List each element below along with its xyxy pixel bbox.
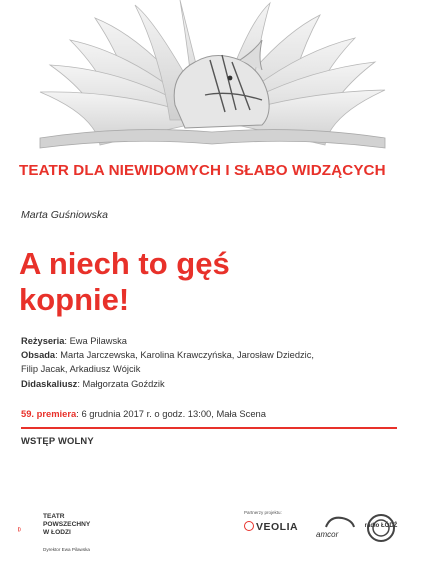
credit-direction: [21, 334, 411, 348]
veolia-logo-icon: [244, 521, 254, 531]
premiere-number: 59. premiera: [21, 408, 77, 419]
partner-radio-lodz: [364, 513, 398, 548]
credit-cast-cont: Filip Jacak, Arkadiusz Wójcik: [21, 364, 141, 375]
direction-label: Reżyseria: [21, 336, 65, 346]
theatre-logo-line-1: TEATR: [43, 513, 65, 520]
narrator-value: : Małgorzata Goździk: [77, 378, 165, 389]
narrator-label: Didaskaliusz: [21, 378, 78, 389]
divider: [21, 427, 397, 429]
partners-label: Partnerzy projektu:: [244, 510, 282, 515]
radio-lodz-name: radio ŁÓDŹ: [364, 523, 398, 529]
series-title: TEATR DLA NIEWIDOMYCH I SŁABO WIDZĄCYCH: [19, 162, 386, 179]
direction-value: : Ewa Pilawska: [64, 336, 127, 346]
theatre-logo-line-3: W ŁODZI: [43, 529, 71, 536]
play-title-line-2: kopnie!: [19, 282, 130, 317]
theatre-logo-text: [43, 513, 90, 537]
author-name: Marta Guśniowska: [21, 209, 108, 221]
admission-note: WSTĘP WOLNY: [21, 435, 94, 446]
theatre-director: Dyrektor Ewa Pilawska: [43, 547, 90, 552]
veolia-name: VEOLIA: [256, 521, 299, 533]
amcor-logo-icon: [322, 515, 358, 529]
cast-value-1: : Marta Jarczewska, Karolina Krawczyńska, Jarosław Dziedzic,: [55, 350, 314, 361]
credit-cast: [21, 348, 411, 362]
amcor-name: amcor: [316, 530, 339, 539]
premiere-info: [21, 408, 266, 419]
cast-label: Obsada: [21, 350, 56, 361]
partner-amcor: [316, 515, 358, 539]
book-horse-illustration: [0, 0, 421, 150]
partner-veolia: [244, 521, 298, 533]
theatre-logo-line-2: POWSZECHNY: [43, 521, 91, 528]
play-title: [19, 246, 230, 318]
play-title-line-1: A niech to gęś: [19, 246, 230, 281]
theatre-logo-icon: [18, 510, 40, 550]
credit-narrator: [21, 377, 411, 391]
credits: [21, 334, 411, 391]
premiere-details: : 6 grudnia 2017 r. o godz. 13:00, Mała Scena: [76, 408, 266, 419]
